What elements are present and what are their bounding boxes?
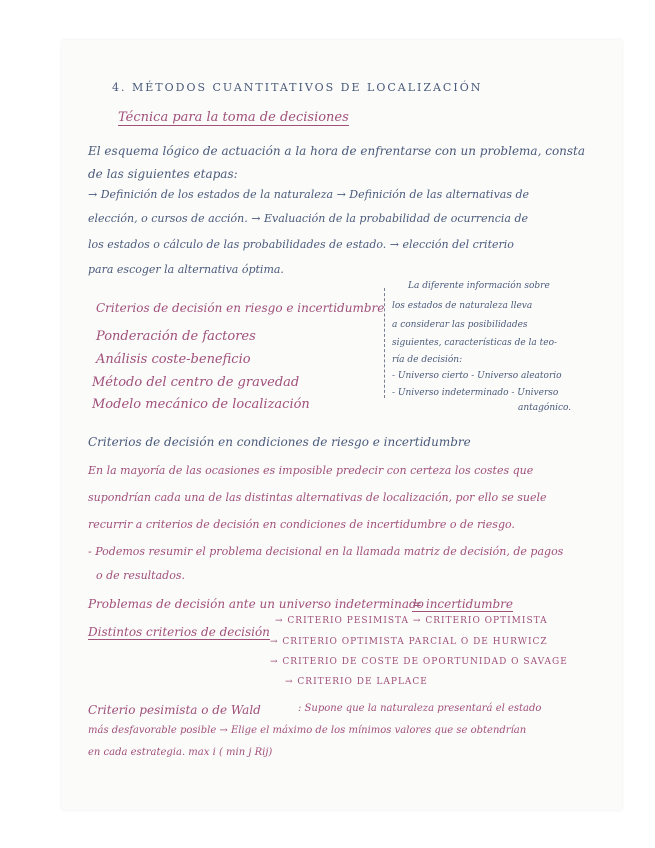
matrix-bullet-line-1: - Podemos resumir el problema decisional en la llamada matriz de decisión, de pagos: [88, 545, 564, 558]
steps-line-2: elección, o cursos de acción. → Evaluación de la probabilidad de ocurrencia de: [88, 212, 528, 225]
criteria-laplace: → CRITERIO DE LAPLACE: [285, 677, 428, 687]
side-note-line-2: los estados de naturaleza lleva: [392, 301, 533, 311]
steps-line-3: los estados o cálculo de las probabilidades de estado. → elección del criterio: [88, 238, 514, 251]
criteria-item-cost-benefit: Análisis coste-beneficio: [96, 352, 251, 367]
criteria-item-mechanical: Modelo mecánico de localización: [92, 397, 310, 412]
criteria-item-gravity: Método del centro de gravedad: [92, 375, 300, 390]
risk-paragraph-line-2: supondrían cada una de las distintas alternativas de localización, por ello se suele: [88, 491, 547, 504]
side-note-line-8: antagónico.: [518, 403, 572, 413]
side-note-line-1: La diferente información sobre: [408, 281, 550, 291]
side-note-line-3: a considerar las posibilidades: [392, 320, 528, 330]
wald-line-1: : Supone que la naturaleza presentará el estado: [298, 703, 542, 714]
matrix-bullet-line-2: o de resultados.: [96, 569, 185, 582]
section-title-risk-uncertainty: Criterios de decisión en condiciones de riesgo e incertidumbre: [88, 435, 471, 449]
page-heading: 4. MÉTODOS CUANTITATIVOS DE LOCALIZACIÓN: [112, 81, 483, 94]
divider-line: [384, 288, 386, 398]
intro-line-2: de las siguientes etapas:: [88, 167, 238, 181]
problem-indeterminate: Problemas de decisión ante un universo indeterminado: [88, 597, 424, 611]
criteria-pesimista-optimista: → CRITERIO PESIMISTA → CRITERIO OPTIMISTA: [275, 616, 548, 626]
section-title-decision-technique: Técnica para la toma de decisiones: [118, 110, 349, 125]
distinct-criteria-label: Distintos criterios de decisión: [88, 625, 270, 639]
side-note-line-4: siguientes, características de la teo-: [392, 338, 558, 348]
side-note-line-5: ría de decisión:: [392, 355, 463, 365]
steps-line-1: → Definición de los estados de la naturaleza → Definición de las alternativas de: [88, 188, 530, 201]
criteria-savage: → CRITERIO DE COSTE DE OPORTUNIDAD O SAVAGE: [270, 657, 568, 667]
wald-title: Criterio pesimista o de Wald: [88, 703, 261, 717]
intro-line-1: El esquema lógico de actuación a la hora de enfrentarse con un problema, consta: [88, 144, 586, 158]
criteria-item-weighting: Ponderación de factores: [96, 329, 256, 344]
wald-line-2: más desfavorable posible → Elige el máximo de los mínimos valores que se obtendrían: [88, 725, 527, 736]
risk-paragraph-line-3: recurrir a criterios de decisión en condiciones de incertidumbre o de riesgo.: [88, 518, 515, 531]
criteria-hurwicz: → CRITERIO OPTIMISTA PARCIAL O DE HURWICZ: [270, 637, 548, 647]
wald-line-3: en cada estrategia. max i ( min j Rij): [88, 747, 273, 758]
criteria-item-risk: Criterios de decisión en riesgo e incertidumbre: [96, 301, 385, 315]
side-note-line-6: - Universo cierto - Universo aleatorio: [392, 371, 562, 381]
problem-uncertainty: = incertidumbre: [412, 597, 513, 611]
steps-line-4: para escoger la alternativa óptima.: [88, 263, 284, 276]
side-note-line-7: - Universo indeterminado - Universo: [392, 388, 559, 398]
risk-paragraph-line-1: En la mayoría de las ocasiones es imposible predecir con certeza los costes que: [88, 464, 534, 477]
